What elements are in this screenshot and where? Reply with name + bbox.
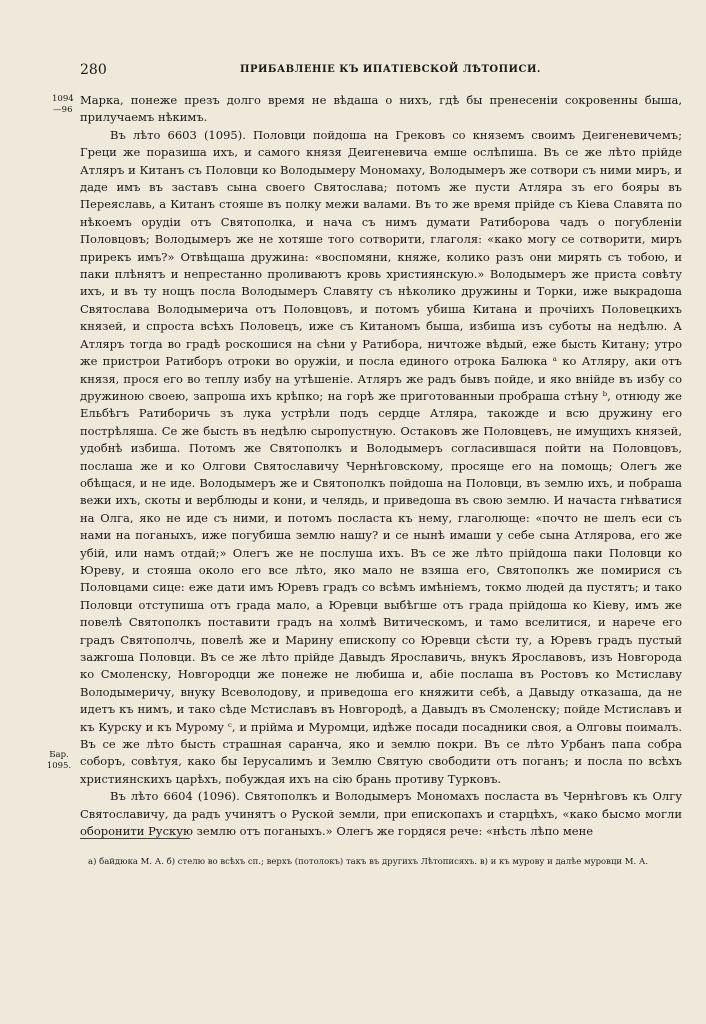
paragraph-6604: Въ лѣто 6604 (1096). Святополкъ и Володымеръ Мономахъ посласта въ Чернѣговъ къ Олгу Святославичу, да радъ учинятъ о Руской земли, при епископахъ и старцѣхъ, «како бысмо могли оборонити Рускую землю отъ поганыхъ.» Олегъ же гордяся рече: «нѣсть лѣпо мене [80, 789, 682, 839]
body-text [80, 92, 682, 840]
footnote-rule [80, 838, 190, 839]
footnotes: а) байдюка М. А. б) стелю во всѣхъ сп.; верхъ (потолокъ) такъ въ другихъ Лѣтописяхъ. в) и къ мурову и далѣе муровци М. А. [88, 857, 649, 867]
paragraph-6603: Въ лѣто 6603 (1095). Половци пойдоша на Грековъ со княземъ своимъ Деигеневичемъ; Греци же поразиша ихъ, и самого князя Деигеневича емше ослѣпиша. Въ се же лѣто прійде Атляръ и Китанъ съ Половци ко Володымеру Мономаху, Володымеръ же сотвори съ ними миръ, и даде имъ въ заставъ сына своего Святослава; потомъ же пусти Атляра зъ его бояры въ Переяславь, а Китанъ стояше въ полку межи валами. Въ то же время прійде съ Кіева Славята по нѣкоемъ орудіи отъ Святополка, и нача съ нимъ думати Ратиборова чадъ о погубленіи Половцовъ; Володымеръ же не хотяше того сотворити, глаголя: «како могу се сотворити, миръ прирекъ имъ?» Отвѣщаша дружина: «воспомяни, княже, колико разъ они мирять съ тобою, и паки плѣнятъ и непрестанно проливаютъ кровь християнскую.» Володымеръ же приста совѣту ихъ, и въ ту нощъ посла Володымеръ Славяту съ нѣколико дружины и Торки, иже выкрадоша Святослава Володымерича отъ Половцовъ, и потомъ убиша Китана и прочіихъ Половецкихъ князей, и спроста всѣхъ Половецъ, иже съ Китаномъ быша, избиша изъ суботы на недѣлю. А Атляръ тогда во градѣ роскошися на сѣни у Ратибора, ничтоже вѣдый, еже бысть Китану; утро же пристрои Ратиборъ отроки во оружіи, и посла единого отрока Балюка ᵃ ко Атляру, аки отъ князя, прося его во теплу избу на утѣшеніе. Атляръ же радъ бывъ пойде, и яко внійде въ избу со дружиною своею, запроша ихъ крѣпко; на горѣ же приготованныи пробраша стѣну ᵇ, отнюду же Ельбѣгъ Ратиборичь зъ лука устрѣли подъ сердце Атляра, такожде и всю дружину его пострѣляша. Се же бысть въ недѣлю сыропустную. Остаковъ же Половцевъ, не имущихъ князей, удобнѣ избиша. Потомъ же Святополкъ и Володымеръ согласившася пойти на Половцовъ, послаша же и ко Олгови Святославичу Чернѣговскому, просяще его на помощь; Олегъ же обѣщася, и не иде. Володымеръ же и Святополкъ пойдоша на Половци, въ землю ихъ, и побраша вежи ихъ, скоты и верблюды и кони, и челядь, и приведоша въ свою землю. И начаста гнѣватися на Олга, яко не иде съ ними, и потомъ посласта къ нему, глаголюще: «почто не шелъ еси съ нами на поганыхъ, иже погубиша землю нашу? и се нынѣ имаши у себе сына Атлярова, его же убій, или намъ отдай;» Олегъ же не послуша ихъ. Въ се же лѣто прійдоша паки Половци ко Юреву, и стояша около его все лѣто, яко мало не взяша его, Святополкъ же помирися съ Половцами сице: еже дати имъ Юревъ градъ со всѣмъ имѣніемъ, токмо людей да пустятъ; и тако Половци отступиша отъ града мало, а Юревци выбѣгше отъ града прійдоша ко Кіеву, имъ же повелѣ Святополкъ поставити градъ на холмѣ Витическомъ, и тамо вселитися, и нарече его градъ Святополчь, повелѣ же и Марину епископу со Юревци сѣсти ту, а Юревъ градъ пустый зажгоша Половци. Въ се же лѣто прійде Давыдъ Ярославичь, внукъ Ярославовъ, изъ Новгорода ко Смоленску, Новгородци же понеже не любиша и, абіе послаша въ Ростовъ ко Мстиславу Володымеричу, внуку Всеволодову, и приведоша его княжити себѣ, а Давыду отказаша, да не идетъ къ нимъ, и тако сѣде Мстиславъ въ Новгородѣ, а Давыдъ въ Смоленску; пойде Мстиславъ и къ Курску и къ Мурому ᶜ, и прійма и Муромци, идѣже посади посадники своя, а Олговы поималъ. Въ се же лѣто бысть страшная саранча, яко и землю покри. Въ се лѣто Урбанъ папа собра соборъ, совѣтуя, како бы Іерусалимъ и Землю Святую свободити отъ поганъ; и посла по всѣхъ християнскихъ царѣхъ, побуждая ихъ на сію брань противу Турковъ. [80, 127, 682, 786]
margin-reference-note: Бар. 1095. [46, 750, 72, 771]
margin-year-note: 1094 —96 [52, 94, 74, 115]
running-title: ПРИБАВЛЕНІЕ КЪ ИПАТІЕВСКОЙ ЛѢТОПИСИ. [240, 64, 541, 75]
paragraph-intro: Марка, понеже презъ долго время не вѣдаша о нихъ, гдѣ бы пренесеніи сокровенны быша, прилучаемъ нѣкимъ. [80, 93, 682, 125]
page-number: 280 [80, 62, 107, 78]
